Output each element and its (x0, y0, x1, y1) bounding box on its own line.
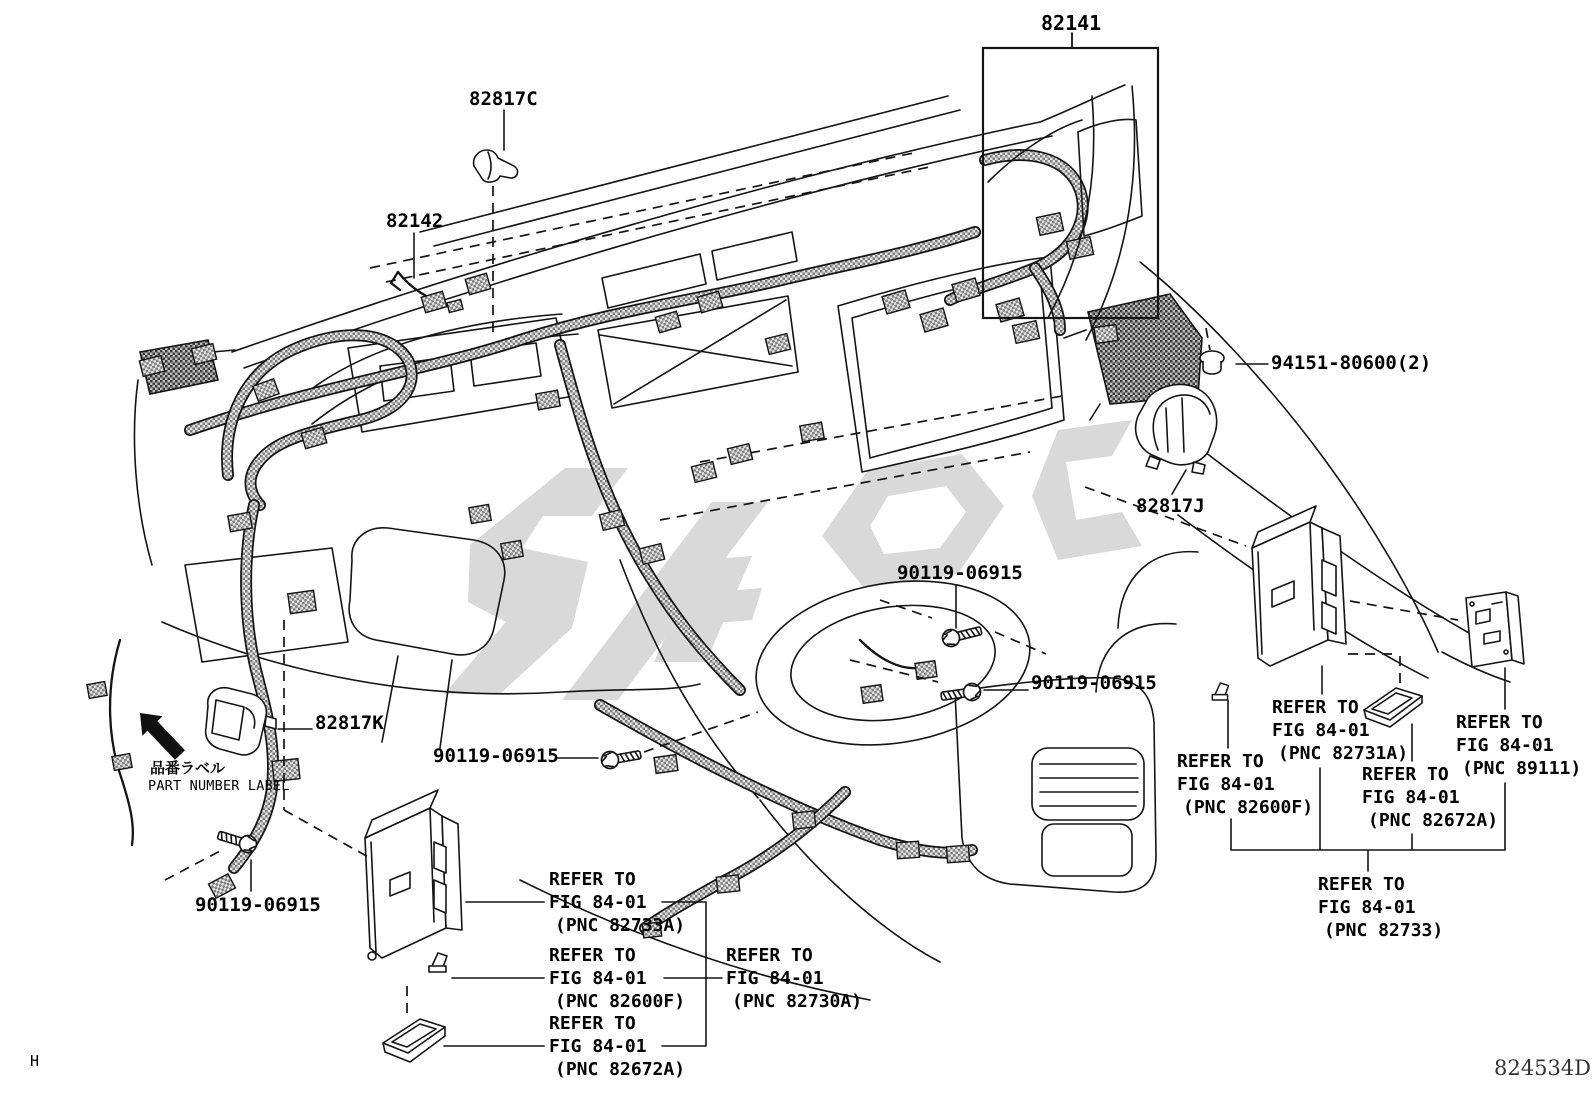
refer-line: (PNC 82600F) (1183, 797, 1314, 818)
refer-line: REFER TO (549, 869, 636, 890)
refer-line: FIG 84-01 (1272, 720, 1370, 741)
refer-note-pnc-82733 (1318, 873, 1443, 942)
part-number-label-arrow (140, 713, 185, 760)
refer-line: (PNC 82731A) (1278, 743, 1409, 764)
part-label-82817j: 82817J (1136, 495, 1205, 517)
part-label-90119-06915-b: 90119-06915 (1031, 672, 1157, 694)
refer-line: (PNC 89111) (1462, 758, 1582, 779)
refer-note-pnc-82600f-right (1177, 750, 1313, 819)
part-number-label-jp: 品番ラベル (150, 759, 226, 777)
refer-line: (PNC 82672A) (555, 1059, 686, 1080)
refer-note-pnc-82672a-left (549, 1012, 685, 1081)
part-label-90119-06915-d: 90119-06915 (195, 894, 321, 916)
refer-line: (PNC 82730A) (732, 991, 863, 1012)
refer-note-pnc-89111 (1456, 711, 1581, 780)
callout-box-82141 (983, 33, 1158, 340)
figure-code: 824534D (1494, 1056, 1592, 1080)
part-label-82817k: 82817K (315, 712, 384, 734)
part-label-82141: 82141 (1041, 11, 1102, 35)
page-marker: H (30, 1052, 40, 1070)
part-label-82142: 82142 (386, 210, 444, 232)
refer-note-pnc-82600f-left (549, 944, 685, 1013)
refer-line: REFER TO (1272, 697, 1359, 718)
refer-line: (PNC 82733) (1324, 920, 1444, 941)
part-label-90119-06915-c: 90119-06915 (433, 745, 559, 767)
wiring-harness (110, 155, 1083, 928)
refer-line: FIG 84-01 (549, 1036, 647, 1057)
refer-line: REFER TO (1177, 751, 1264, 772)
part-label-94151-80600: 94151-80600(2) (1271, 352, 1432, 374)
clamp-82817j-drawing (1136, 384, 1217, 494)
refer-note-pnc-82733a (549, 868, 685, 937)
part-label-82817c: 82817C (469, 88, 538, 110)
refer-line: FIG 84-01 (549, 968, 647, 989)
part-number-label-en: PART NUMBER LABEL (148, 778, 290, 794)
refer-line: REFER TO (726, 945, 813, 966)
bolt-90119-drawing-a (880, 585, 1046, 654)
refer-line: REFER TO (1362, 764, 1449, 785)
refer-line: REFER TO (1318, 874, 1405, 895)
refer-line: (PNC 82733A) (555, 915, 686, 936)
part-label-90119-06915-a: 90119-06915 (897, 562, 1023, 584)
refer-note-pnc-82730a (726, 944, 862, 1013)
refer-line: FIG 84-01 (1362, 787, 1460, 808)
refer-line: FIG 84-01 (549, 892, 647, 913)
refer-line: FIG 84-01 (1456, 735, 1554, 756)
watermark (444, 420, 1142, 700)
refer-line: REFER TO (549, 945, 636, 966)
refer-line: REFER TO (1456, 712, 1543, 733)
refer-line: FIG 84-01 (726, 968, 824, 989)
refer-line: (PNC 82672A) (1368, 810, 1499, 831)
clamp-82817k-drawing (206, 688, 312, 755)
clip-82817c-drawing (474, 110, 518, 338)
refer-line: FIG 84-01 (1177, 774, 1275, 795)
refer-line: (PNC 82600F) (555, 991, 686, 1012)
refer-line: FIG 84-01 (1318, 897, 1416, 918)
refer-line: REFER TO (549, 1013, 636, 1034)
